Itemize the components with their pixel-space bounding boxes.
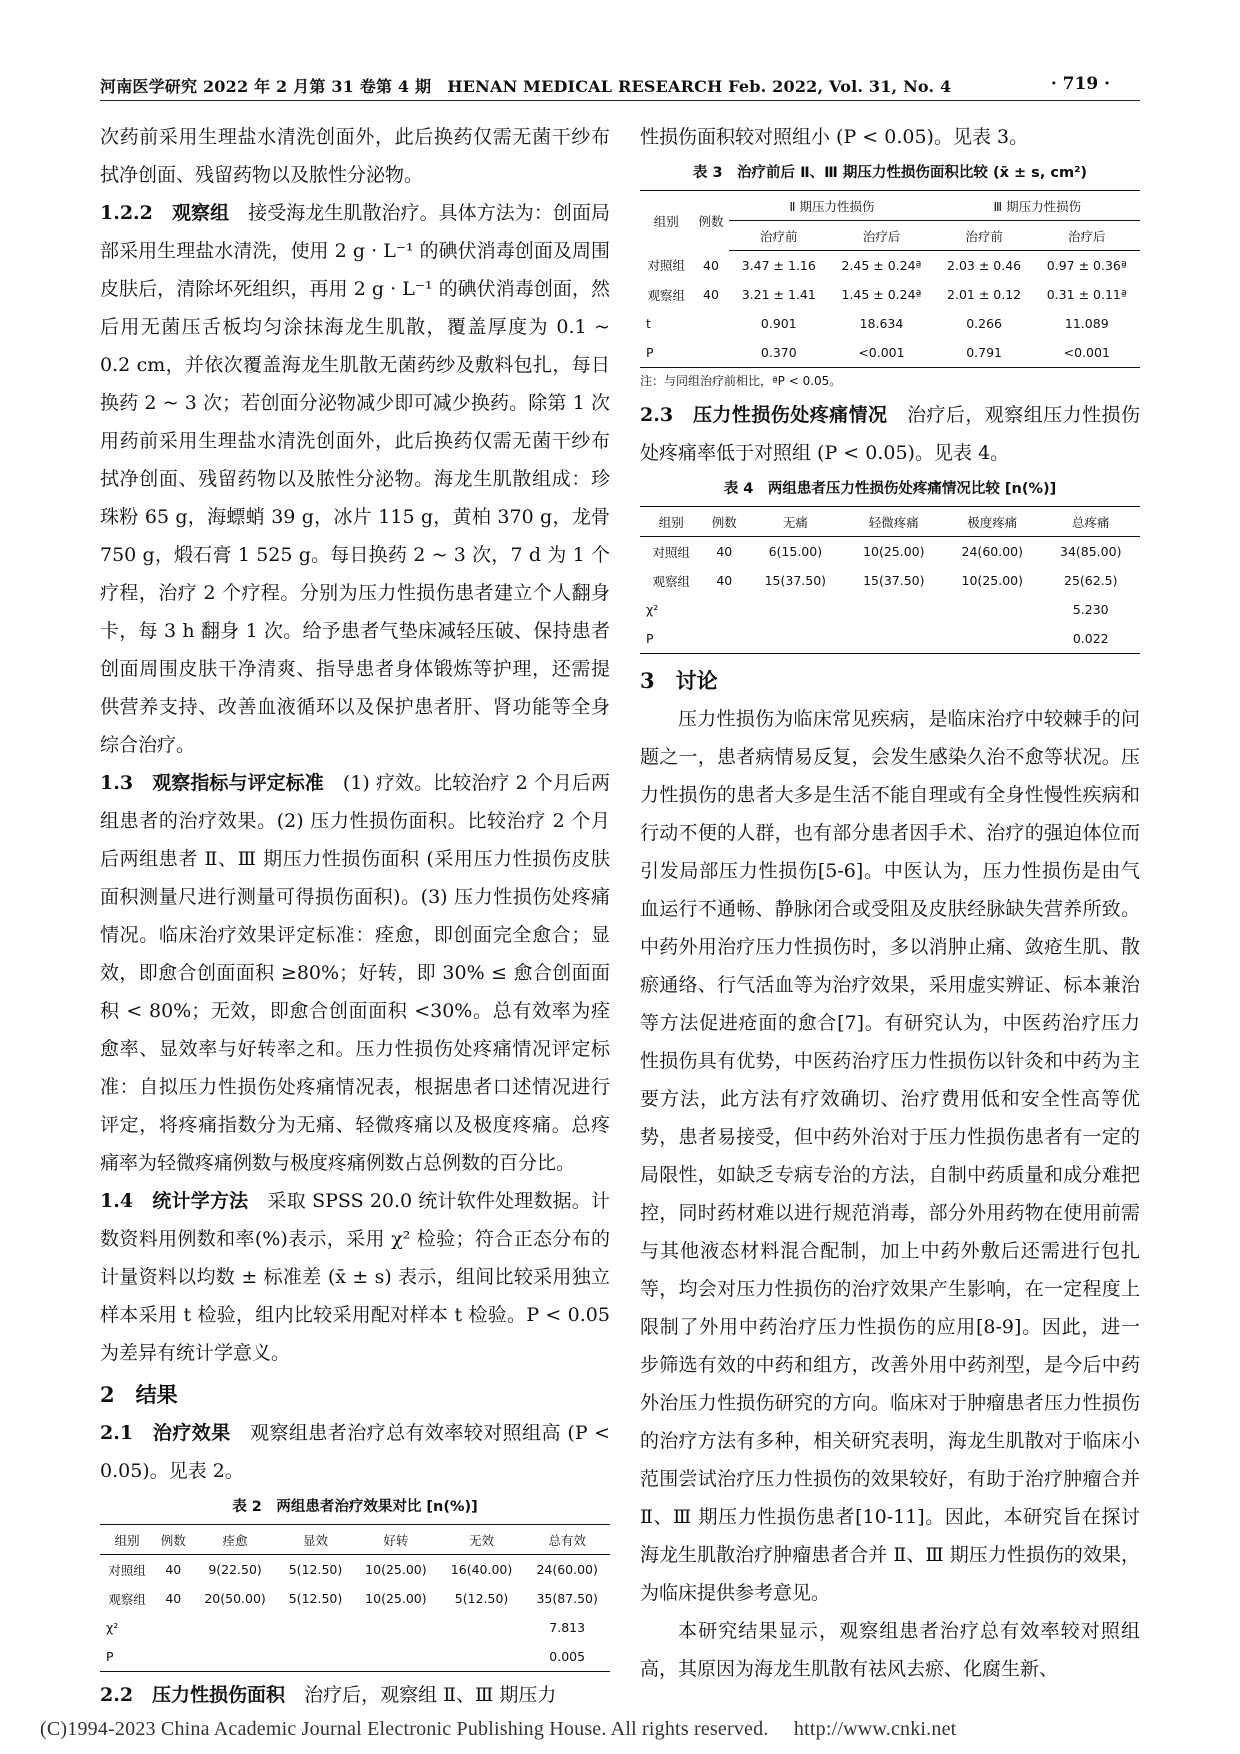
paragraph: 性损伤面积较对照组小 (P < 0.05)。见表 3。 — [640, 126, 1029, 148]
table-row — [100, 1584, 610, 1613]
table-cell: P — [640, 624, 702, 654]
paragraph: 压力性损伤为临床常见疾病，是临床治疗中较棘手的问题之一，患者病情易反复，会发生感染久治不愈等状况。压力性损伤的患者大多是生活不能自理或有全身性慢性疾病和行动不便的人群，也有部分患者因手术、治疗的强迫体位而引发局部压力性损伤[5-6]。中医认为，压力性损伤是由气血运行不通畅、静脉闭合或受阻及皮肤经脉缺失营养所致。中药外用治疗压力性损伤时，多以消肿止痛、敛疮生肌、散瘀通络、行气活血等为治疗效果，采用虚实辨证、标本兼治等方法促进疮面的愈合[7]。有研究认为，中医药治疗压力性损伤具有优势，中医药治疗压力性损伤以针灸和中药为主要方法，此方法有疗效确切、治疗费用低和安全性高等优势，患者易接受，但中药外治对于压力性损伤患者有一定的局限性，如缺乏专病专治的方法，自制中药质量和成分难把控，同时药材难以进行规范消毒，部分外用药物在使用前需与其他液态材料混合配制，加上中药外敷后还需进行包扎等，均会对压力性损伤的治疗效果产生影响，在一定程度上限制了外用中药治疗压力性损伤的应用[8-9]。因此，进一步筛选有效的中药和组方，改善外用中药剂型，是今后中药外治压力性损伤研究的方向。临床对于肿瘤患者压力性损伤的治疗方法有多种，相关研究表明，海龙生肌散对于临床小范围尝试治疗压力性损伤的效果较好，有助于治疗肿瘤合并 Ⅱ、Ⅲ 期压力性损伤患者[10-11]。因此，本研究旨在探讨海龙生肌散治疗肿瘤患者合并 Ⅱ、Ⅲ 期压力性损伤的效果，为临床提供参考意见。 — [640, 708, 1140, 1604]
column-header: 组别 — [100, 1525, 154, 1555]
table-cell: P — [640, 338, 693, 368]
section-text: 观察组患者治疗总有效率较对照组高 (P < 0.05)。见表 2。 — [100, 1422, 610, 1482]
table-cell: 35(87.50) — [536, 1591, 598, 1606]
table-cell: 2.03 ± 0.46 — [947, 258, 1022, 273]
column-header: 治疗后 — [1034, 221, 1140, 251]
table-cell: <0.001 — [1034, 338, 1140, 368]
table-cell: 40 — [703, 257, 719, 273]
table-caption: 表 3 治疗前后 Ⅱ、Ⅲ 期压力性损伤面积比较 (x̄ ± s, cm²) — [692, 165, 1088, 181]
table-cell: 20(50.00) — [204, 1591, 266, 1606]
table-row — [100, 1613, 610, 1642]
column-header: 无效 — [439, 1525, 525, 1555]
table-cell: P — [100, 1642, 154, 1672]
column-header: 好转 — [353, 1525, 439, 1555]
table-cell: 40 — [703, 287, 719, 302]
table-cell: 16(40.00) — [450, 1562, 513, 1577]
table-cell: 对照组 — [647, 258, 686, 274]
table-note: 注：与同组治疗前相比，ªP < 0.05。 — [640, 374, 842, 388]
table-cell: 25(62.5) — [1064, 573, 1118, 588]
table-3 — [640, 190, 1140, 368]
column-header: 总疼痛 — [1042, 507, 1141, 537]
table-cell: χ² — [646, 602, 659, 617]
section-heading: 1.3 观察指标与评定标准 — [100, 772, 324, 794]
table-cell: 40 — [165, 1591, 182, 1606]
table-cell: 6(15.00) — [768, 544, 823, 559]
section-text: 治疗后，观察组 Ⅱ、Ⅲ 期压力 — [285, 1684, 557, 1706]
journal-info: 河南医学研究 2022 年 2 月第 31 卷第 4 期 HENAN MEDICAL RESEARCH Feb. 2022, Vol. 31, No. 4 — [100, 77, 952, 96]
table-cell: 40 — [716, 544, 733, 559]
table-cell: 2.45 ± 0.24ª — [841, 258, 922, 273]
table-4 — [640, 506, 1140, 654]
section-text: (1) 疗效。比较治疗 2 个月后两组患者的治疗效果。(2) 压力性损伤面积。比较治疗 2 个月后两组患者 Ⅱ、Ⅲ 期压力性损伤面积 (采用压力性损伤皮肤面积测量尺进行测量可得损伤面积)。(3) 压力性损伤处疼痛情况。临床治疗效果评定标准：痊愈，即创面完全愈合；显效，即愈合创面面积 ≥80%；好转，即 30% ≤ 愈合创面面积 < 80%；无效，即愈合创面面积 <30%。总有效率为痊愈率、显效率与好转率之和。压力性损伤处疼痛情况评定标准：自拟压力性损伤处疼痛情况表，根据患者口述情况进行评定，将疼痛指数分为无痛、轻微疼痛以及极度疼痛。总疼痛率为轻微疼痛例数与极度疼痛例数占总例数的百分比。 — [100, 772, 610, 1174]
table-cell: 10(25.00) — [365, 1562, 427, 1577]
paragraph — [100, 1414, 610, 1490]
column-header: 组别 — [640, 191, 693, 251]
table-cell: 24(60.00) — [961, 544, 1023, 559]
table-cell: 18.634 — [859, 316, 904, 331]
table-cell: 2.01 ± 0.12 — [947, 287, 1022, 302]
copyright-footer: (C)1994-2023 China Academic Journal Electronic Publishing House. All rights reserved. http://www.cnki.net — [40, 1718, 957, 1740]
table-cell: 10(25.00) — [365, 1591, 427, 1606]
table-cell: 9(22.50) — [208, 1562, 262, 1577]
table-row — [640, 624, 1140, 654]
table-cell: 24(60.00) — [536, 1562, 598, 1577]
table-cell: 5.230 — [1072, 602, 1109, 617]
paragraph — [100, 764, 610, 1182]
table-cell — [693, 338, 730, 368]
table-cell: 5(12.50) — [288, 1591, 343, 1606]
table-cell: 0.97 ± 0.36ª — [1046, 258, 1127, 273]
paragraph — [640, 396, 1140, 472]
table-cell: 0.266 — [966, 316, 1002, 331]
paragraph — [100, 1676, 610, 1714]
column-header: 组别 — [640, 507, 702, 537]
table-cell: 7.813 — [549, 1620, 586, 1635]
column-header: 痊愈 — [192, 1525, 278, 1555]
column-header: 例数 — [702, 507, 746, 537]
paragraph — [100, 194, 610, 764]
table-cell: t — [646, 316, 651, 331]
table-cell: 观察组 — [652, 573, 690, 589]
right-column — [640, 118, 1140, 1688]
section-text: 采取 SPSS 20.0 统计软件处理数据。计数资料用例数和率(%)表示，采用 χ² 检验；符合正态分布的计量资料以均数 ± 标准差 (x̄ ± s) 表示，组间比较采用独立样本采用 t 检验，组内比较采用配对样本 t 检验。P < 0.05 为差异有统计学意义。 — [100, 1190, 610, 1364]
table-cell: 0.901 — [760, 316, 797, 331]
table-row — [640, 280, 1140, 309]
table-cell: 5(12.50) — [454, 1591, 509, 1606]
section-heading: 2.3 压力性损伤处疼痛情况 — [640, 404, 888, 426]
column-header: 无痛 — [746, 507, 844, 537]
table-cell: 5(12.50) — [288, 1562, 343, 1577]
table-row — [640, 338, 1140, 368]
table-row — [640, 251, 1140, 281]
table-row — [640, 566, 1140, 595]
table-row — [640, 537, 1140, 567]
table-row — [640, 595, 1140, 624]
column-header: 例数 — [154, 1525, 192, 1555]
table-caption: 表 4 两组患者压力性损伤处疼痛情况比较 [n(%)] — [723, 481, 1057, 497]
table-cell: 11.089 — [1064, 316, 1109, 331]
table-cell: 40 — [716, 573, 733, 588]
table-cell: 10(25.00) — [961, 573, 1023, 588]
table-cell: 观察组 — [108, 1591, 146, 1607]
column-header: Ⅱ 期压力性损伤 — [729, 191, 934, 221]
table-cell: 34(85.00) — [1060, 544, 1122, 559]
table-cell: 0.022 — [1042, 624, 1141, 654]
section-text: 接受海龙生肌散治疗。具体方法为：创面局部采用生理盐水清洗，使用 2 g · L⁻¹ 的碘伏消毒创面及周围皮肤后，清除坏死组织，再用 2 g · L⁻¹ 的碘伏消毒创面，然后用无菌压舌板均匀涂抹海龙生肌散，覆盖厚度为 0.1 ~ 0.2 cm，并依次覆盖海龙生肌散无菌药纱及敷料包扎，每日换药 2 ~ 3 次；若创面分泌物减少即可减少换药。除第 1 次用药前采用生理盐水清洗创面外，此后换药仅需无菌干纱布拭净创面、残留药物以及脓性分泌物。海龙生肌散组成：珍珠粉 65 g，海螵蛸 39 g，冰片 115 g，黄柏 370 g，龙骨 750 g，煅石膏 1 525 g。每日换药 2 ~ 3 次，7 d 为 1 个疗程，治疗 2 个疗程。分别为压力性损伤患者建立个人翻身卡，每 3 h 翻身 1 次。给予患者气垫床减轻压破、保持患者创面周围皮肤干净清爽、指导患者身体锻炼等护理，还需提供营养支持、改善血液循环以及保护患者肝、肾功能等全身综合治疗。 — [100, 202, 610, 756]
paragraph: 本研究结果显示，观察组患者治疗总有效率较对照组高，其原因为海龙生肌散有祛风去瘀、化腐生新、 — [640, 1620, 1140, 1680]
table-cell: 0.31 ± 0.11ª — [1046, 287, 1127, 302]
table-cell: 10(25.00) — [863, 544, 925, 559]
table-cell — [693, 309, 730, 338]
section-heading: 1.2.2 观察组 — [100, 202, 230, 224]
table-cell: χ² — [106, 1620, 119, 1635]
left-column — [100, 118, 610, 1714]
table-cell: 15(37.50) — [764, 573, 827, 588]
table-cell: <0.001 — [828, 338, 934, 368]
column-header: 极度疼痛 — [943, 507, 1041, 537]
table-caption: 表 2 两组患者治疗效果对比 [n(%)] — [232, 1499, 478, 1515]
page-number: · 719 · — [1050, 74, 1110, 94]
table-cell: 3.21 ± 1.41 — [741, 287, 816, 302]
section-title: 3 讨论 — [640, 668, 718, 693]
column-header: 治疗前 — [935, 221, 1034, 251]
section-title: 2 结果 — [100, 1382, 178, 1407]
table-cell: 1.45 ± 0.24ª — [841, 287, 922, 302]
table-cell: 0.370 — [729, 338, 828, 368]
section-heading: 1.4 统计学方法 — [100, 1190, 249, 1212]
section-heading: 2.1 治疗效果 — [100, 1422, 231, 1444]
table-cell: 观察组 — [647, 287, 686, 303]
section-text: 治疗后，观察组压力性损伤处疼痛率低于对照组 (P < 0.05)。见表 4。 — [640, 404, 1140, 464]
table-cell: 0.791 — [935, 338, 1034, 368]
paragraph — [100, 1182, 610, 1372]
table-row — [100, 1642, 610, 1672]
table-cell: 15(37.50) — [863, 573, 925, 588]
table-row — [640, 309, 1140, 338]
table-2 — [100, 1524, 610, 1672]
table-cell: 40 — [165, 1562, 182, 1577]
column-header: 例数 — [693, 191, 730, 251]
running-header — [100, 72, 1140, 101]
table-cell: 对照组 — [652, 544, 690, 560]
column-header: 治疗前 — [729, 221, 828, 251]
paragraph: 次药前采用生理盐水清洗创面外，此后换药仅需无菌干纱布拭净创面、残留药物以及脓性分泌物。 — [100, 126, 610, 186]
table-cell: 对照组 — [108, 1562, 146, 1578]
column-header: 治疗后 — [828, 221, 934, 251]
table-row — [100, 1555, 610, 1585]
column-header: 显效 — [278, 1525, 353, 1555]
column-header: Ⅲ 期压力性损伤 — [935, 191, 1140, 221]
section-heading: 2.2 压力性损伤面积 — [100, 1684, 286, 1706]
table-cell: 3.47 ± 1.16 — [741, 258, 816, 273]
column-header: 轻微疼痛 — [845, 507, 943, 537]
table-cell: 0.005 — [524, 1642, 610, 1672]
column-header: 总有效 — [524, 1525, 610, 1555]
